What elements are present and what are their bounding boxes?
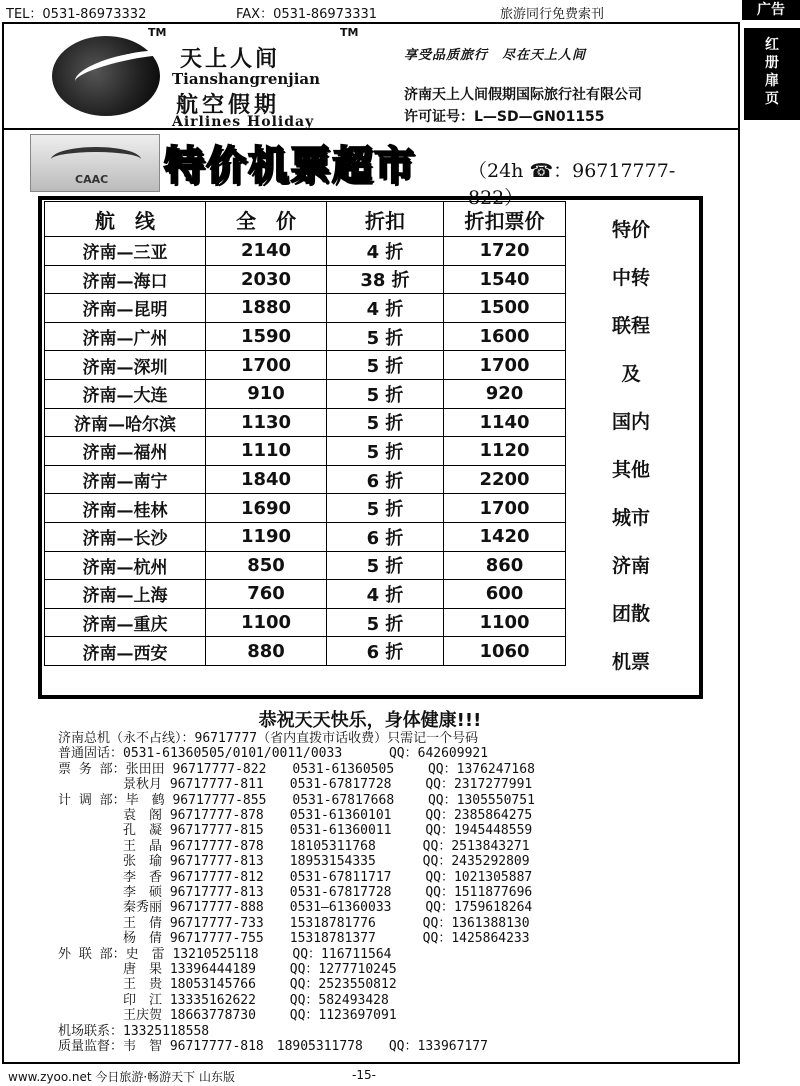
table-row [45,379,566,408]
full-price-cell: 910 [206,379,327,408]
discount-price-cell: 1140 [444,408,566,437]
route-cell: 济南—南宁 [45,465,206,494]
discount-cell: 5 折 [327,608,444,637]
side-tab-char: 红 [765,37,779,53]
table-row [45,322,566,351]
discount-cell: 5 折 [327,322,444,351]
contact-line: 李 香 96717777-812 0531-67811717 QQ：1021305887 [58,869,533,885]
route-cell: 济南—三亚 [45,237,206,266]
table-row [45,265,566,294]
fax-text: FAX：0531-86973331 [236,7,378,22]
contact-line: 计 调 部：毕 鹤 96717777-855 0531-67817668 QQ：1305550751 [58,792,535,808]
full-price-cell: 880 [206,637,327,666]
contact-line: 袁 阁 96717777-878 0531-61360101 QQ：2385864275 [58,808,533,823]
full-price-cell: 1590 [206,322,327,351]
contact-line: 印 江 13335162622 QQ：582493428 [58,992,389,1008]
footer-site: www.zyoo.net 今日旅游·畅游天下 山东版 [8,1070,235,1084]
side-tab-char: 页 [765,91,779,107]
discount-cell: 5 折 [327,408,444,437]
route-cell: 济南—昆明 [45,294,206,323]
route-cell: 济南—大连 [45,379,206,408]
table-header-row [45,202,566,237]
table-row [45,551,566,580]
discount-cell: 5 折 [327,351,444,380]
logo-en-sub: Airlines Holiday [172,114,315,130]
full-price-cell: 1700 [206,351,327,380]
discount-price-cell: 1060 [444,637,566,666]
table-row [45,351,566,380]
banner [30,134,710,209]
route-cell: 济南—福州 [45,437,206,466]
side-word: 中转 [611,267,650,289]
discount-price-cell: 1600 [444,322,566,351]
discount-price-cell: 1420 [444,522,566,551]
discount-price-cell: 1120 [444,437,566,466]
route-cell: 济南—哈尔滨 [45,408,206,437]
side-tab-char: 册 [765,55,779,71]
route-cell: 济南—长沙 [45,522,206,551]
full-price-cell: 1110 [206,437,327,466]
contact-line: 王庆贺 18663778730 QQ：1123697091 [58,1008,397,1024]
contact-line: 普通固话：0531-61360505/0101/0011/0033 QQ：642609921 [58,746,489,762]
discount-price-cell: 1700 [444,351,566,380]
discount-cell: 5 折 [327,494,444,523]
contact-line: 孔 凝 96717777-815 0531-61360011 QQ：1945448559 [58,823,533,839]
full-price-cell: 850 [206,551,327,580]
caac-logo [30,134,160,192]
contact-line: 质量监督：韦 智 96717777-818 18905311778 QQ：133967177 [58,1039,488,1054]
company-logo [40,26,359,130]
contact-line: 秦秀丽 96717777-888 0531—61360033 QQ：1759618264 [58,900,533,916]
header-slogan: 享受品质旅行 尽在天上人间 [404,48,587,63]
table-row [45,237,566,266]
contact-line: 杨 倩 96717777-755 15318781377 QQ：1425864233 [58,931,530,947]
table-row [45,522,566,551]
side-word: 团散 [611,603,650,625]
discount-price-cell: 1540 [444,265,566,294]
discount-cell: 4 折 [327,237,444,266]
company-name: 济南天上人间假期国际旅行社有限公司 [404,87,642,103]
route-cell: 济南—杭州 [45,551,206,580]
ad-label: 广告 [742,0,800,20]
price-table [44,201,566,666]
side-word: 联程 [611,315,650,337]
side-tab-char: 扉 [765,73,779,89]
table-row [45,637,566,666]
full-price-cell: 1880 [206,294,327,323]
side-word: 济南 [611,555,650,577]
license-number: 许可证号：L—SD—GN01155 [404,109,605,125]
discount-price-cell: 1500 [444,294,566,323]
caac-text: CAAC [75,173,109,186]
contact-line: 李 硕 96717777-813 0531-67817728 QQ：1511877696 [58,885,533,900]
full-price-cell: 1130 [206,408,327,437]
side-word: 其他 [611,459,650,481]
contact-line: 王 晶 96717777-878 18105311768 QQ：2513843271 [58,838,530,854]
col-header: 折扣 [327,202,444,237]
full-price-cell: 2140 [206,237,327,266]
route-cell: 济南—广州 [45,322,206,351]
full-price-cell: 1100 [206,608,327,637]
table-row [45,608,566,637]
top-bar [0,0,800,20]
discount-cell: 4 折 [327,294,444,323]
full-price-cell: 2030 [206,265,327,294]
full-price-cell: 1690 [206,494,327,523]
side-word: 国内 [611,411,650,433]
route-cell: 济南—海口 [45,265,206,294]
trademark-mark: TM [340,26,359,39]
contact-line: 王 倩 96717777-733 15318781776 QQ：1361388130 [58,915,530,931]
contact-line: 王 贵 18053145766 QQ：2523550812 [58,977,397,993]
caac-wings-icon [51,147,141,172]
contact-line: 外 联 部：史 雷 13210525118 QQ：116711564 [58,946,392,962]
contact-line: 济南总机（永不占线）：96717777（省内直拨市话收费）只需记一个号码 [58,731,479,746]
discount-cell: 4 折 [327,580,444,609]
discount-price-cell: 2200 [444,465,566,494]
discount-cell: 5 折 [327,551,444,580]
page-number: -15- [352,1068,376,1082]
table-row [45,580,566,609]
side-word: 及 [621,363,641,385]
contact-line: 张 瑜 96717777-813 18953154335 QQ：2435292809 [58,854,530,870]
discount-price-cell: 600 [444,580,566,609]
banner-title: 特价机票超市 [164,143,416,189]
logo-cn-name: 天上人间 [180,47,281,72]
full-price-cell: 1190 [206,522,327,551]
contact-line: 票 务 部：张田田 96717777-822 0531-61360505 QQ：1376247168 [58,761,535,777]
top-slogan: 旅游同行免费索刊 [500,7,605,22]
full-price-cell: 1840 [206,465,327,494]
table-row [45,294,566,323]
trademark-mark: TM [148,26,167,39]
contact-line: 唐 果 13396444189 QQ：1277710245 [58,962,397,977]
contact-line: 机场联系：13325118558 [58,1023,210,1039]
route-cell: 济南—上海 [45,580,206,609]
discount-price-cell: 1720 [444,237,566,266]
logo-cn-sub: 航空假期 [176,93,281,118]
discount-price-cell: 1700 [444,494,566,523]
discount-cell: 5 折 [327,379,444,408]
discount-cell: 6 折 [327,522,444,551]
discount-price-cell: 920 [444,379,566,408]
banner-phone: （24h ☎：96717777-822） [468,160,676,209]
route-cell: 济南—重庆 [45,608,206,637]
table-row [45,494,566,523]
full-price-cell: 760 [206,580,327,609]
contact-line: 景秋月 96717777-811 0531-67817728 QQ：2317277991 [58,777,533,793]
col-header: 折扣票价 [444,202,566,237]
discount-cell: 6 折 [327,637,444,666]
tel-text: TEL：0531-86973332 [6,7,147,22]
route-cell: 济南—西安 [45,637,206,666]
col-header: 航 线 [45,202,206,237]
table-row [45,408,566,437]
side-word: 机票 [611,651,650,673]
side-word: 特价 [611,219,650,241]
discount-price-cell: 1100 [444,608,566,637]
table-row [45,437,566,466]
discount-cell: 6 折 [327,465,444,494]
greeting: 恭祝天天快乐，身体健康!!! [258,710,482,731]
logo-en-name: Tianshangrenjian [172,70,321,88]
discount-cell: 5 折 [327,437,444,466]
route-cell: 济南—桂林 [45,494,206,523]
side-word: 城市 [611,507,650,529]
header-divider [2,128,740,130]
table-row [45,465,566,494]
route-cell: 济南—深圳 [45,351,206,380]
discount-price-cell: 860 [444,551,566,580]
discount-cell: 38 折 [327,265,444,294]
side-tab [744,28,800,120]
col-header: 全 价 [206,202,327,237]
